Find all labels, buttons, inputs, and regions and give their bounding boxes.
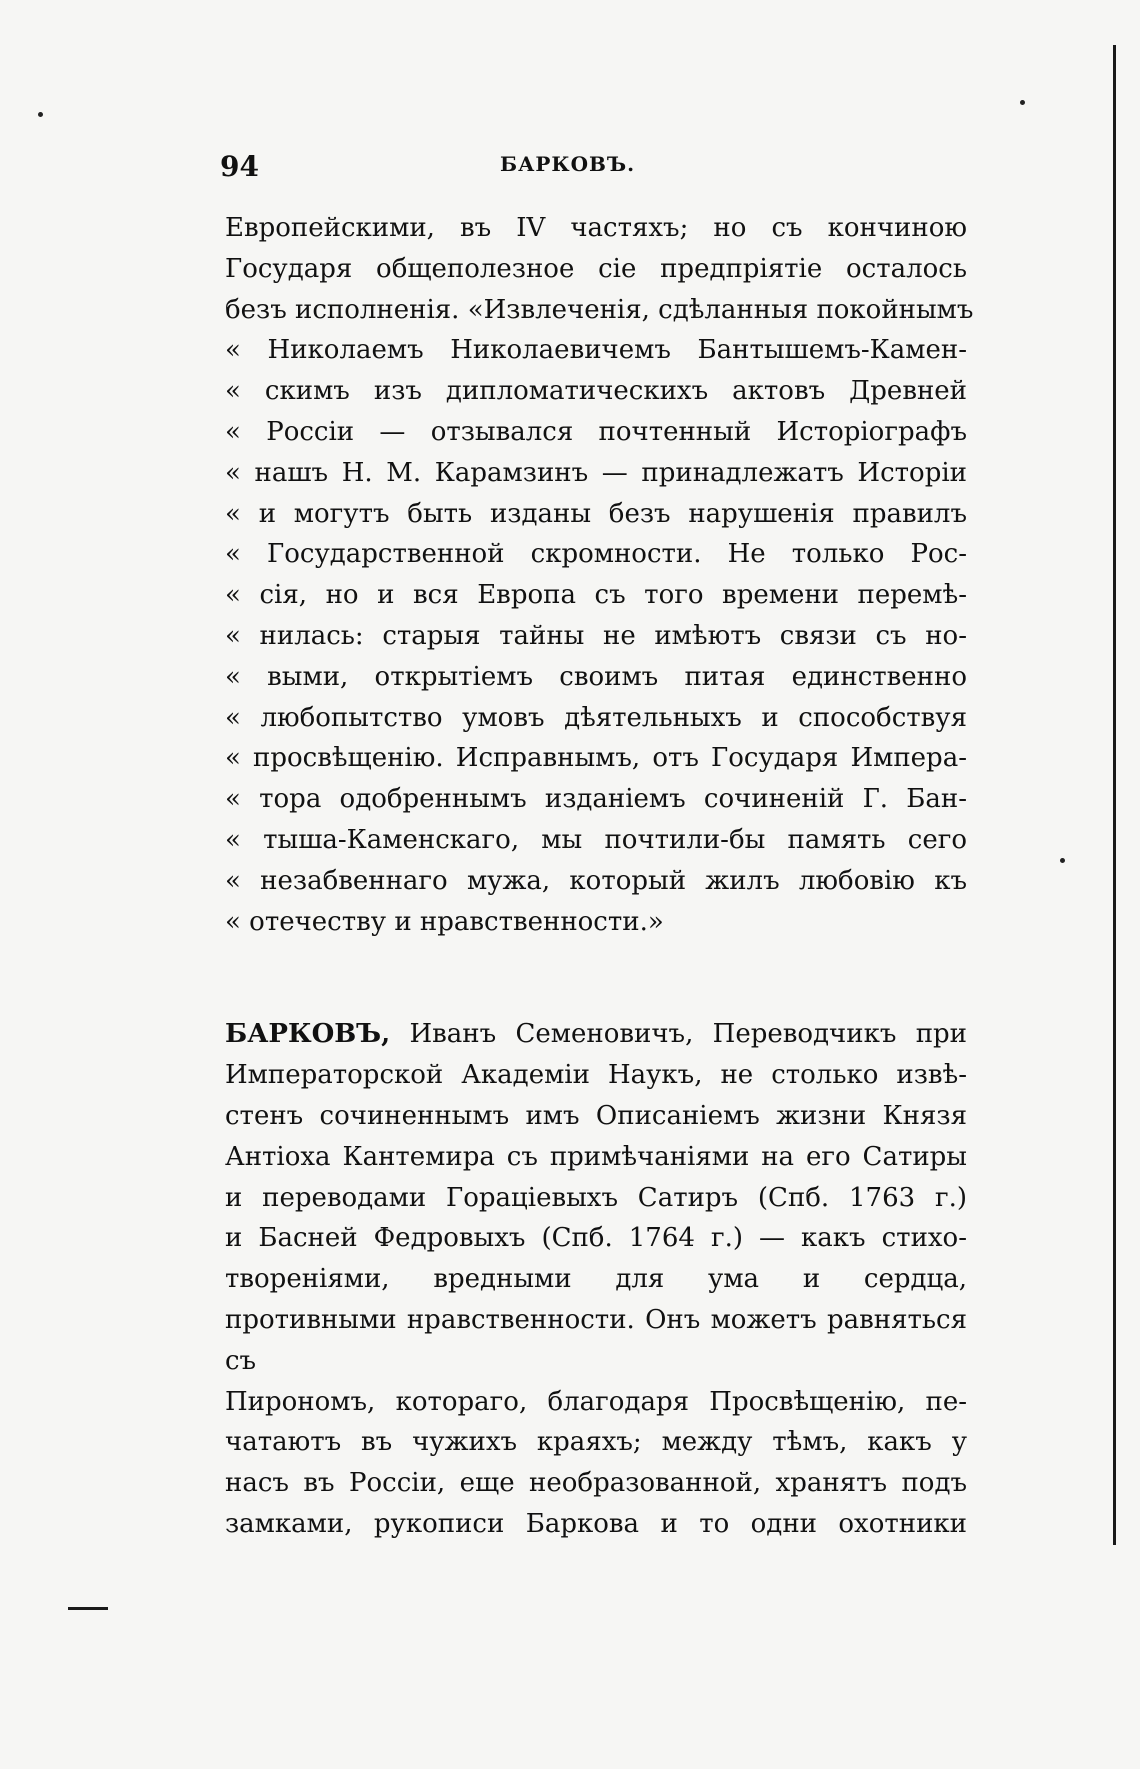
paragraph-gap <box>225 942 967 1014</box>
text-line: « Николаемъ Николаевичемъ Бантышемъ-Камен- <box>225 335 967 366</box>
entry-line: Пирономъ, котораго, благодаря Просвѣщенію, пе- <box>225 1386 967 1417</box>
text-line: Европейскими, въ IV частяхъ; но съ кончиною <box>225 213 967 243</box>
running-head: БАРКОВЪ. <box>500 152 636 176</box>
text-line: « Россіи — отзывался почтенный Исторіографъ <box>225 416 967 447</box>
text-line: « Государственной скромности. Не только Рос- <box>225 539 967 570</box>
text-line: « сія, но и вся Европа съ того времени перемѣ- <box>225 580 967 611</box>
scan-mark <box>68 1607 108 1610</box>
text-line: « тора одобреннымъ изданіемъ сочиненій Г. Бан- <box>225 784 967 815</box>
text-line: « отечеству и нравственности.» <box>225 906 664 937</box>
page-text <box>225 208 974 1545</box>
entry-line: стенъ сочиненнымъ имъ Описаніемъ жизни Князя <box>225 1100 967 1131</box>
scan-speck <box>38 112 43 117</box>
text-line: « тыша-Каменскаго, мы почтили-бы память сего <box>225 824 967 855</box>
text-line: « любопытство умовъ дѣятельныхъ и способствуя <box>225 702 967 733</box>
scan-edge-line <box>1113 45 1116 1545</box>
entry-line: твореніями, вредными для ума и сердца, противными нравственности. Онъ можетъ равняться съ <box>225 1264 967 1376</box>
text-line: « незабвеннаго мужа, который жилъ любовію къ <box>225 865 967 896</box>
text-line: Государя общеполезное сіе предпріятіе осталось <box>225 253 967 284</box>
entry-line: чатаютъ въ чужихъ краяхъ; между тѣмъ, какъ у <box>225 1427 967 1458</box>
entry-line: замками, рукописи Баркова и то одни охотники <box>225 1508 967 1539</box>
page-header <box>220 150 970 190</box>
entry-line: Антіоха Кантемира съ примѣчаніями на его Сатиры <box>225 1141 967 1172</box>
entry-line: и Басней Федровыхъ (Спб. 1764 г.) — какъ стихо- <box>225 1223 967 1254</box>
text-line: « скимъ изъ дипломатическихъ актовъ Древней <box>225 376 967 407</box>
text-line: « просвѣщенію. Исправнымъ, отъ Государя Импера- <box>225 743 967 774</box>
entry-line: и переводами Гораціевыхъ Сатиръ (Спб. 1763 г.) <box>225 1182 967 1213</box>
page-number: 94 <box>220 150 259 183</box>
entry-line: Иванъ Семеновичъ, Переводчикъ при <box>409 1019 967 1050</box>
scan-speck <box>1060 858 1065 863</box>
entry-line: Императорской Академіи Наукъ, не столько извѣ- <box>225 1060 967 1091</box>
text-line: безъ исполненія. «Извлеченія, сдѣланныя покойнымъ <box>225 294 974 325</box>
text-line: « выми, открытіемъ своимъ питая единственно <box>225 661 967 692</box>
entry-heading: БАРКОВЪ, <box>225 1019 391 1050</box>
text-line: « и могутъ быть изданы безъ нарушенія правилъ <box>225 498 967 529</box>
text-line: « нашъ Н. М. Карамзинъ — принадлежатъ Исторіи <box>225 457 967 488</box>
text-line: « нилась: старыя тайны не имѣютъ связи съ но- <box>225 620 967 651</box>
scan-speck <box>1020 100 1025 105</box>
entry-line: насъ въ Россіи, еще необразованной, хранятъ подъ <box>225 1468 967 1499</box>
entry-first-line <box>225 1014 967 1055</box>
